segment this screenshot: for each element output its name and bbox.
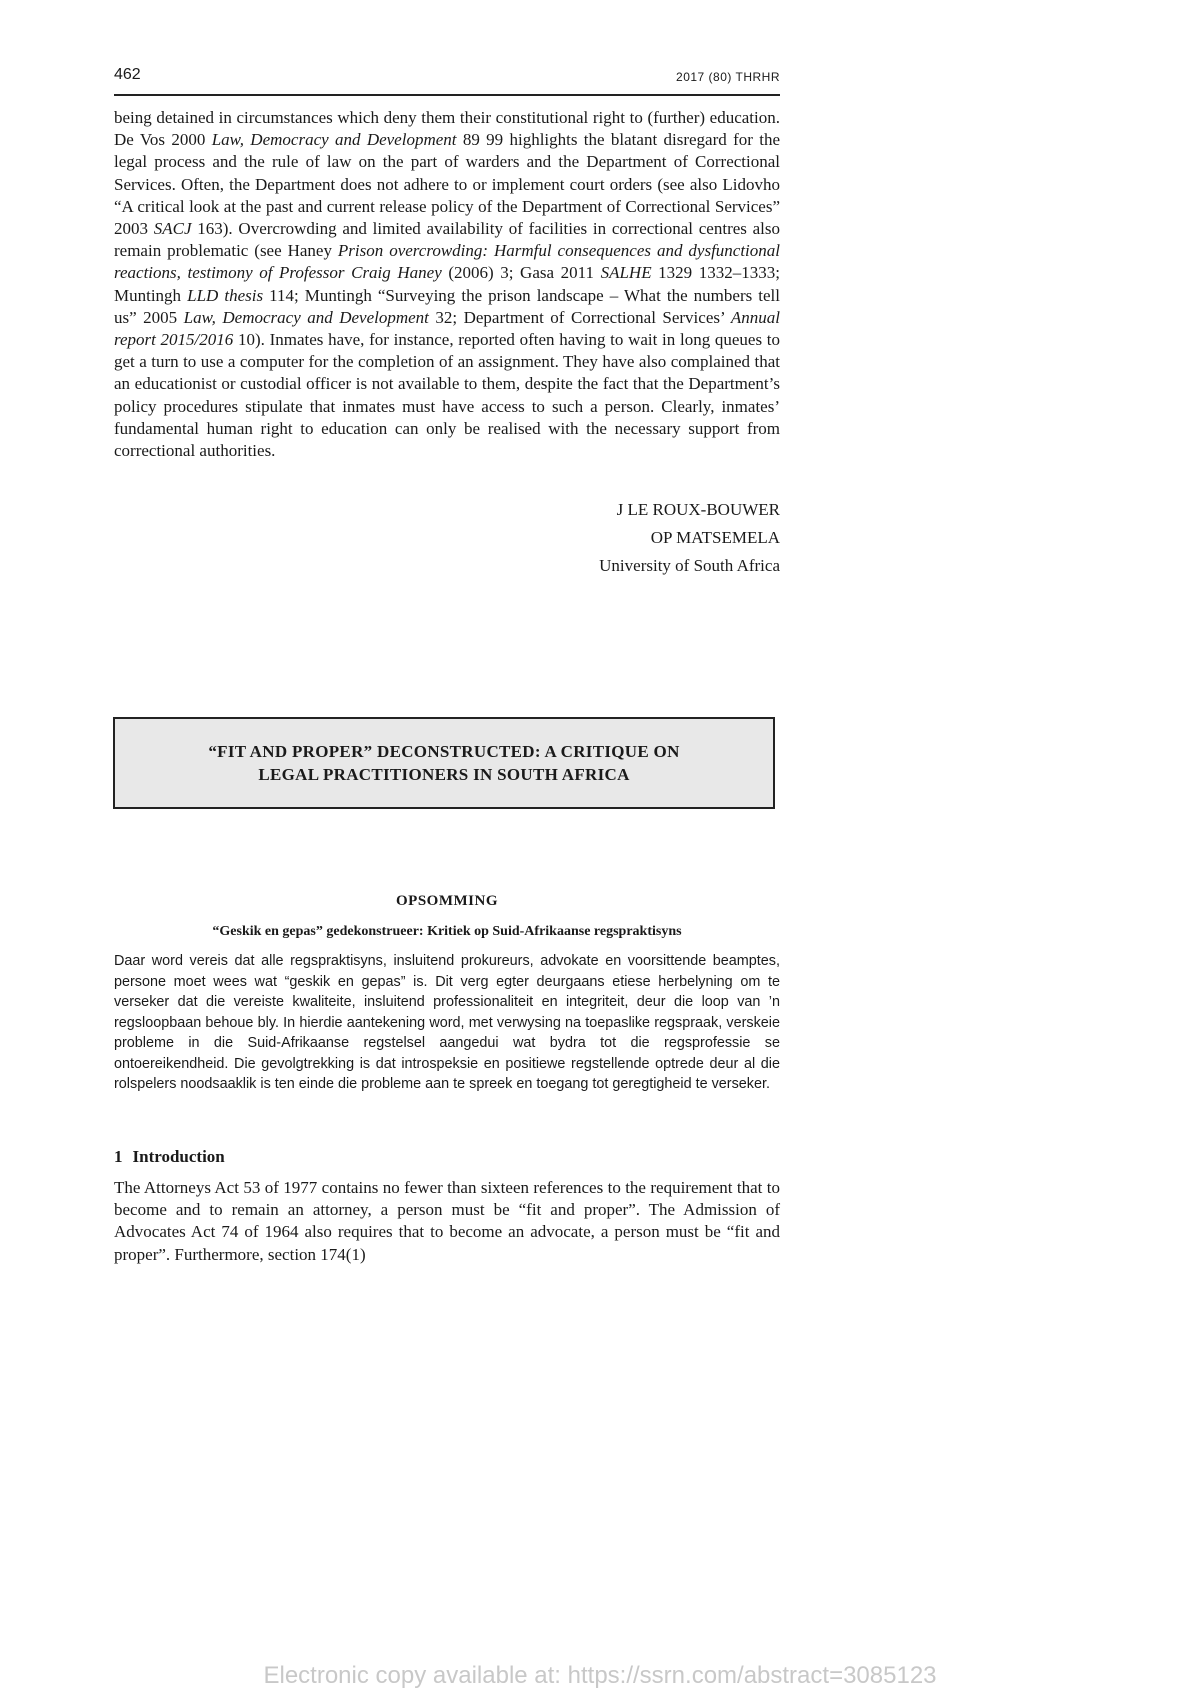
watermark-text: Electronic copy available at: https://ssrn.com/abstract=3085123 — [263, 1662, 937, 1689]
text-run: 32; Department of Correctional Services’ — [428, 307, 731, 327]
journal-reference: 2017 (80) THRHR — [676, 70, 780, 84]
article-title — [208, 740, 679, 786]
summary-paragraph: Daar word vereis dat alle regspraktisyns, insluitend prokureurs, advokate en voorsittende beamptes, persone moet wees wat “geskik en gepas” is. Dit verg egter deurgaans etiese herbelyning om te verseker dat die vereiste kwaliteite, insluitend professionaliteit en integriteit, deur die loop van ’n regsloopbaan behoue bly. In hierdie aantekening word, met verwysing na toepaslike regspraak, verskeie probleme in die Suid-Afrikaanse regstelsel aangedui wat bydra tot die regsprofessie se ontoereikendheid. Die gevolgtrekking is dat introspeksie en positiewe regstellende optrede deur al die rolspelers noodsaaklik is ten einde die probleme aan te spreek en toegang tot geregtigheid te verseker. — [114, 953, 780, 1092]
summary-heading: OPSOMMING — [396, 893, 498, 909]
text-run: 163). Overcrowding and limited availability of facilities in correctional centres also remain problematic (see Haney — [114, 219, 781, 261]
text-run: (2006) 3; Gasa 2011 — [441, 263, 601, 283]
italic-citation: Annual report 2015/2016 — [114, 307, 780, 350]
italic-citation: LLD thesis — [187, 285, 264, 305]
author-name-2: OP MATSEMELA — [650, 528, 780, 547]
article-title-line-1: “FIT AND PROPER” DECONSTRUCTED: A CRITIQUE ON — [208, 742, 680, 761]
continued-paragraph — [114, 107, 780, 462]
author-name-1: J LE ROUX-BOUWER — [616, 500, 780, 519]
italic-citation: Law, Democracy and Development — [211, 130, 457, 150]
text-run: 114; Muntingh “Surveying the prison landscape – What the numbers tell us” 2005 — [114, 285, 780, 327]
article-title-box — [113, 717, 775, 809]
text-run: 1329 1332–1333; Muntingh — [114, 263, 780, 305]
section-number: 1 — [114, 1147, 123, 1166]
ssrn-watermark — [0, 1662, 1200, 1690]
section-heading — [114, 1147, 225, 1167]
text-run: 89 99 highlights the blatant disregard for the legal process and the rule of law on the part of warders and the Department of Correctional Services. Often, the Department does not adhere to or implement court orders (see also Lidovho “A critical look at the past and current release policy of the Department of Correctional Services” 2003 — [114, 130, 780, 239]
section-title: Introduction — [132, 1147, 225, 1166]
italic-citation: Law, Democracy and Development — [183, 307, 429, 327]
author-affiliation: University of South Africa — [599, 556, 780, 575]
running-header — [114, 66, 780, 96]
italic-citation: SACJ — [153, 219, 192, 239]
page-number: 462 — [114, 66, 141, 83]
italic-citation: Prison overcrowding: Harmful consequences and dysfunctional reactions, testimony of Professor Craig Haney — [114, 241, 781, 283]
summary-subtitle: “Geskik en gepas” gedekonstrueer: Kritiek op Suid-Afrikaanse regspraktisyns — [212, 924, 682, 939]
italic-citation: SALHE — [600, 263, 652, 283]
text-run: 10). Inmates have, for instance, reported often having to wait in long queues to get a turn to use a computer for the completion of an assignment. They have also complained that an educationist or custodial officer is not available to them, despite the fact that the Department’s policy procedures stipulate that inmates must have access to such a person. Clearly, inmates’ fundamental human right to education can only be realised with the necessary support from correctional authorities. — [114, 330, 781, 461]
introduction-paragraph: The Attorneys Act 53 of 1977 contains no fewer than sixteen references to the requirement that to become and to remain an attorney, a person must be “fit and proper”. The Admission of Advocates Act 74 of 1964 also requires that to become an advocate, a person must be “fit and proper”. Furthermore, section 174(1) — [114, 1178, 780, 1264]
article-title-line-2: LEGAL PRACTITIONERS IN SOUTH AFRICA — [258, 765, 630, 784]
text-run: being detained in circumstances which deny them their constitutional right to (further) education. De Vos 2000 — [114, 108, 780, 150]
